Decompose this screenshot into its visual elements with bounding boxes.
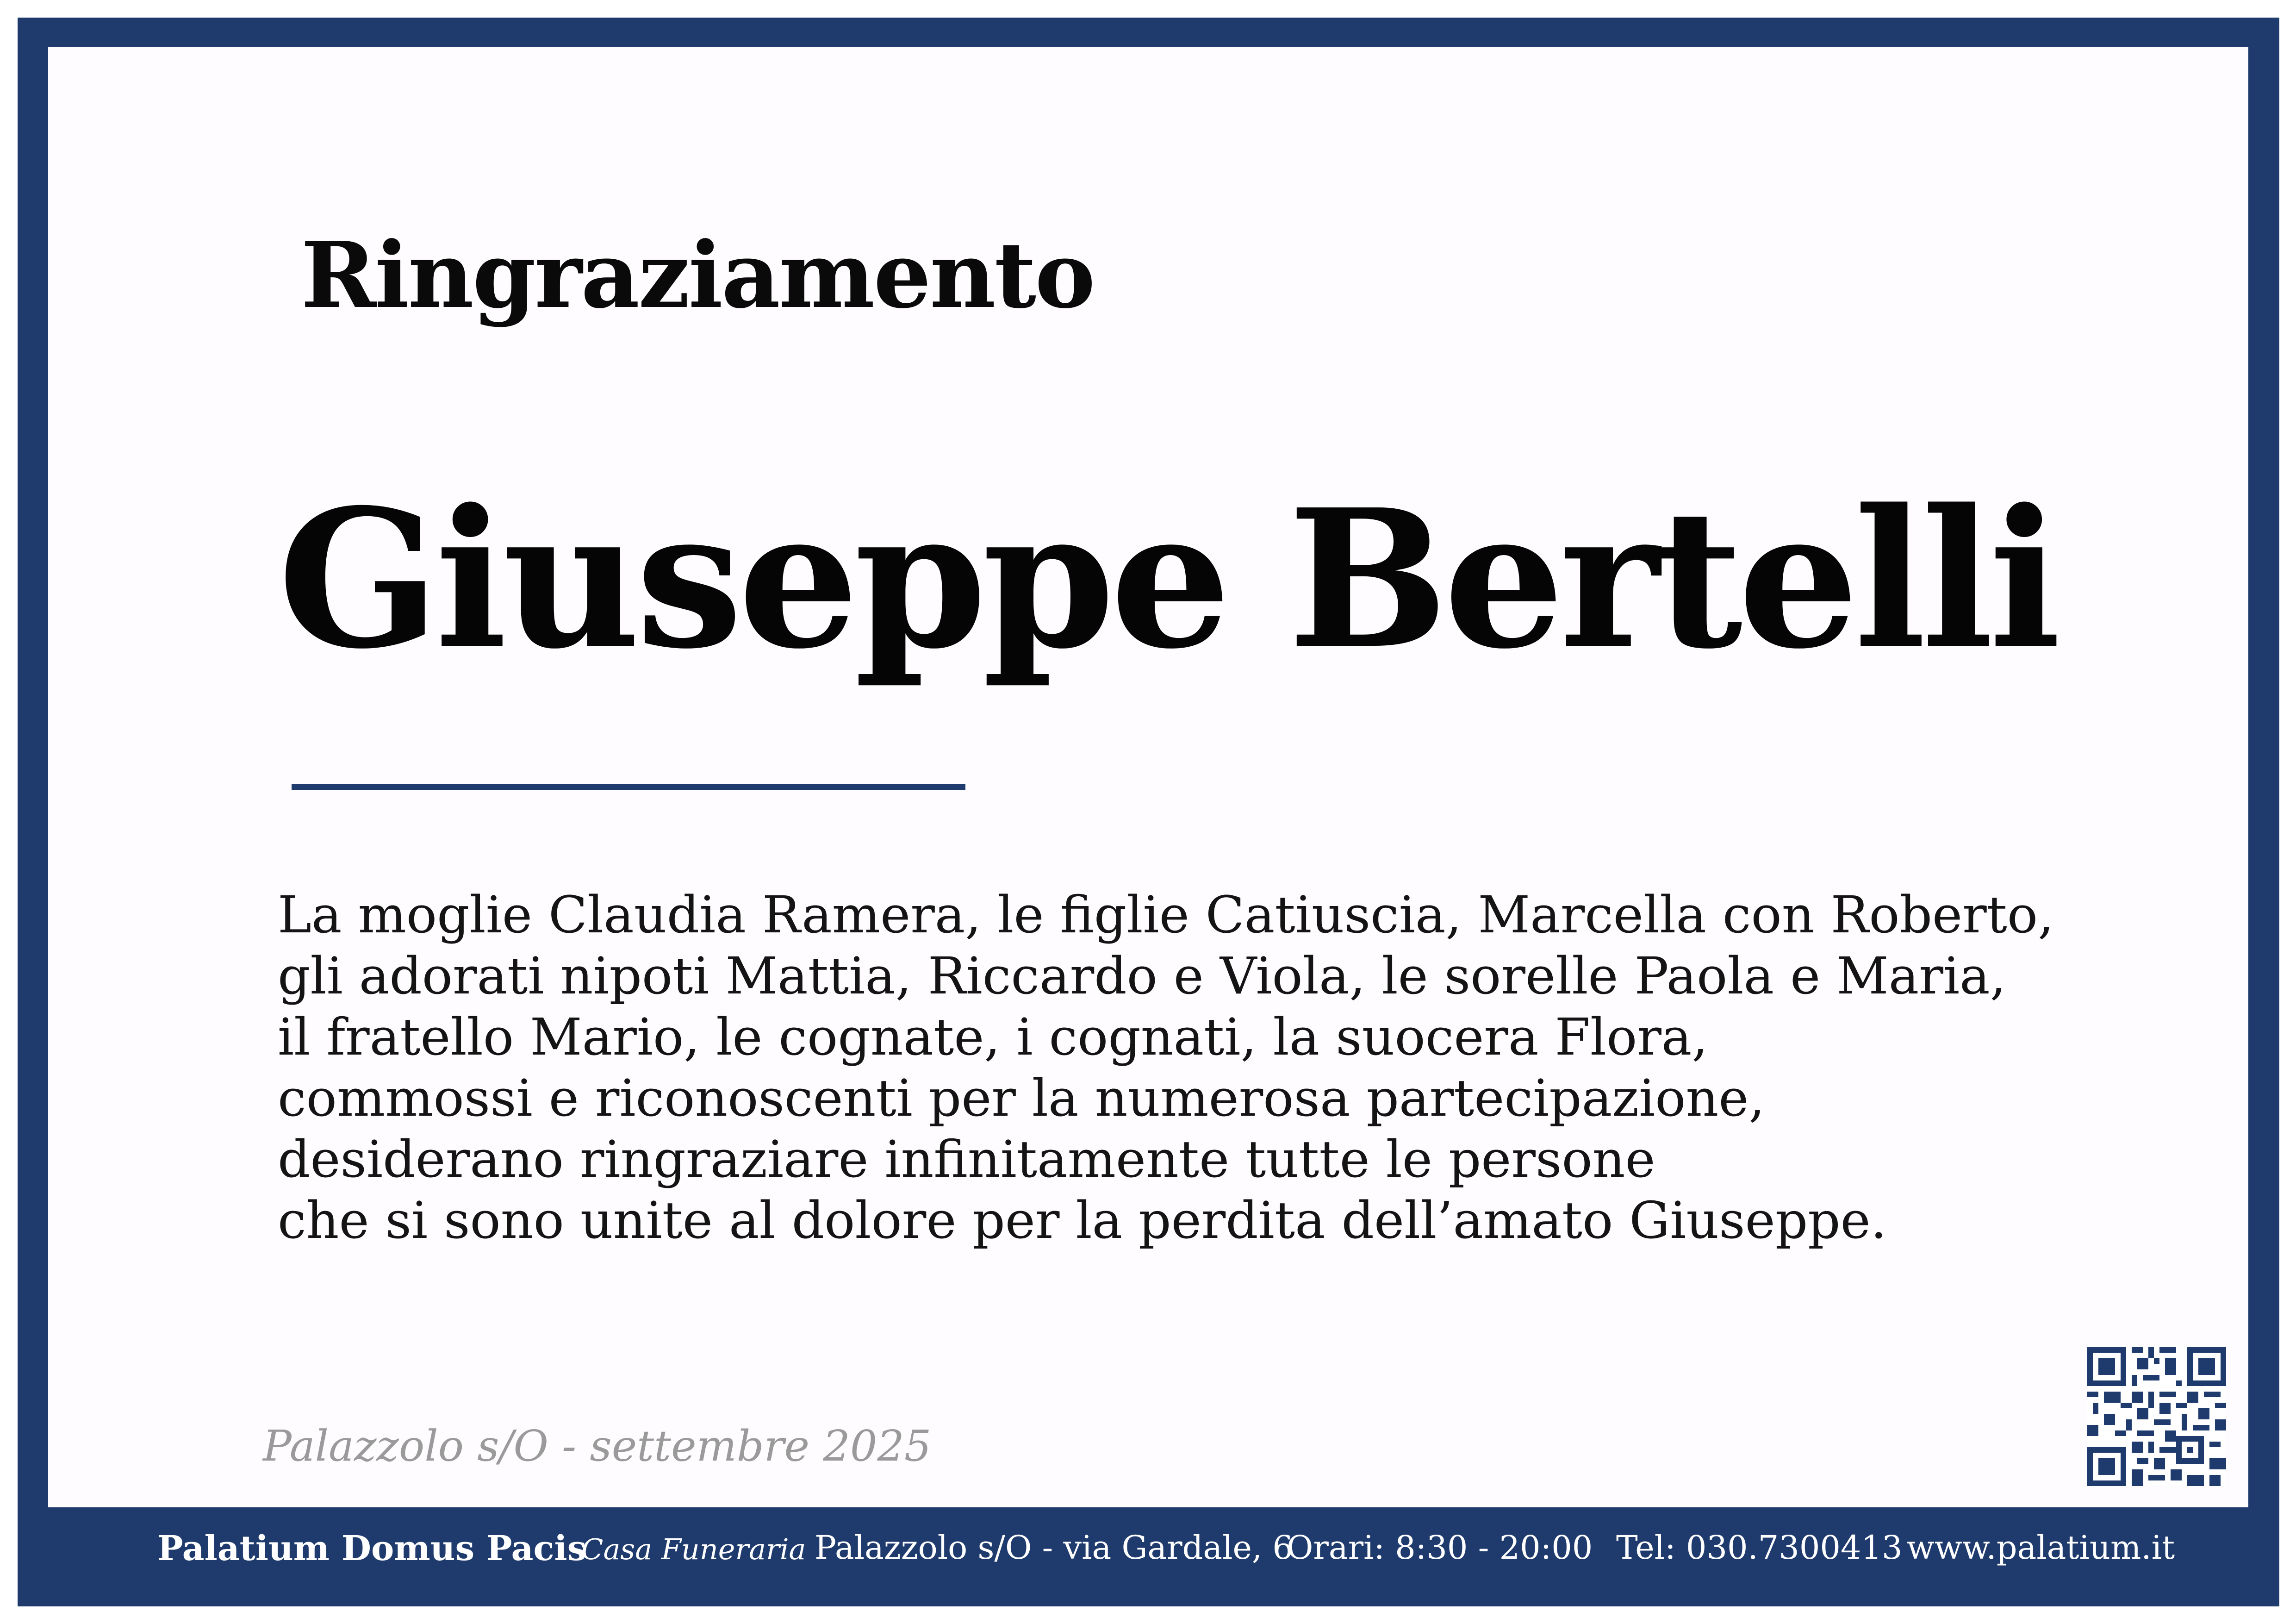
footer-phone: Tel: 030.7300413	[1616, 1529, 1903, 1567]
place-date: Palazzolo s/O - settembre 2025	[263, 1421, 932, 1471]
footer-company-type: Casa Funeraria	[581, 1532, 806, 1566]
footer-hours: Orari: 8:30 - 20:00	[1287, 1529, 1593, 1567]
divider-rule	[292, 784, 965, 790]
message-line: desiderano ringraziare infinitamente tutte le persone	[278, 1130, 1655, 1189]
thanks-message	[278, 884, 2054, 1251]
footer-website-link[interactable]: www.palatium.it	[1907, 1529, 2175, 1567]
footer-address: Palazzolo s/O - via Gardale, 6	[815, 1529, 1293, 1567]
message-line: commossi e riconoscenti per la numerosa partecipazione,	[278, 1068, 1765, 1128]
notice-overtitle: Ringraziamento	[301, 222, 1094, 329]
message-line: che si sono unite al dolore per la perdita dell’amato Giuseppe.	[278, 1191, 1887, 1250]
message-line: La moglie Claudia Ramera, le figlie Catiuscia, Marcella con Roberto,	[278, 885, 2054, 944]
message-line: il fratello Mario, le cognate, i cognati, la suocera Flora,	[278, 1007, 1708, 1067]
message-line: gli adorati nipoti Mattia, Riccardo e Viola, le sorelle Paola e Maria,	[278, 946, 2006, 1006]
qr-code-icon	[2087, 1347, 2226, 1486]
footer-company-name: Palatium Domus Pacis	[157, 1529, 587, 1568]
footer-bar	[48, 1507, 2248, 1595]
deceased-name: Giuseppe Bertelli	[278, 468, 2057, 691]
